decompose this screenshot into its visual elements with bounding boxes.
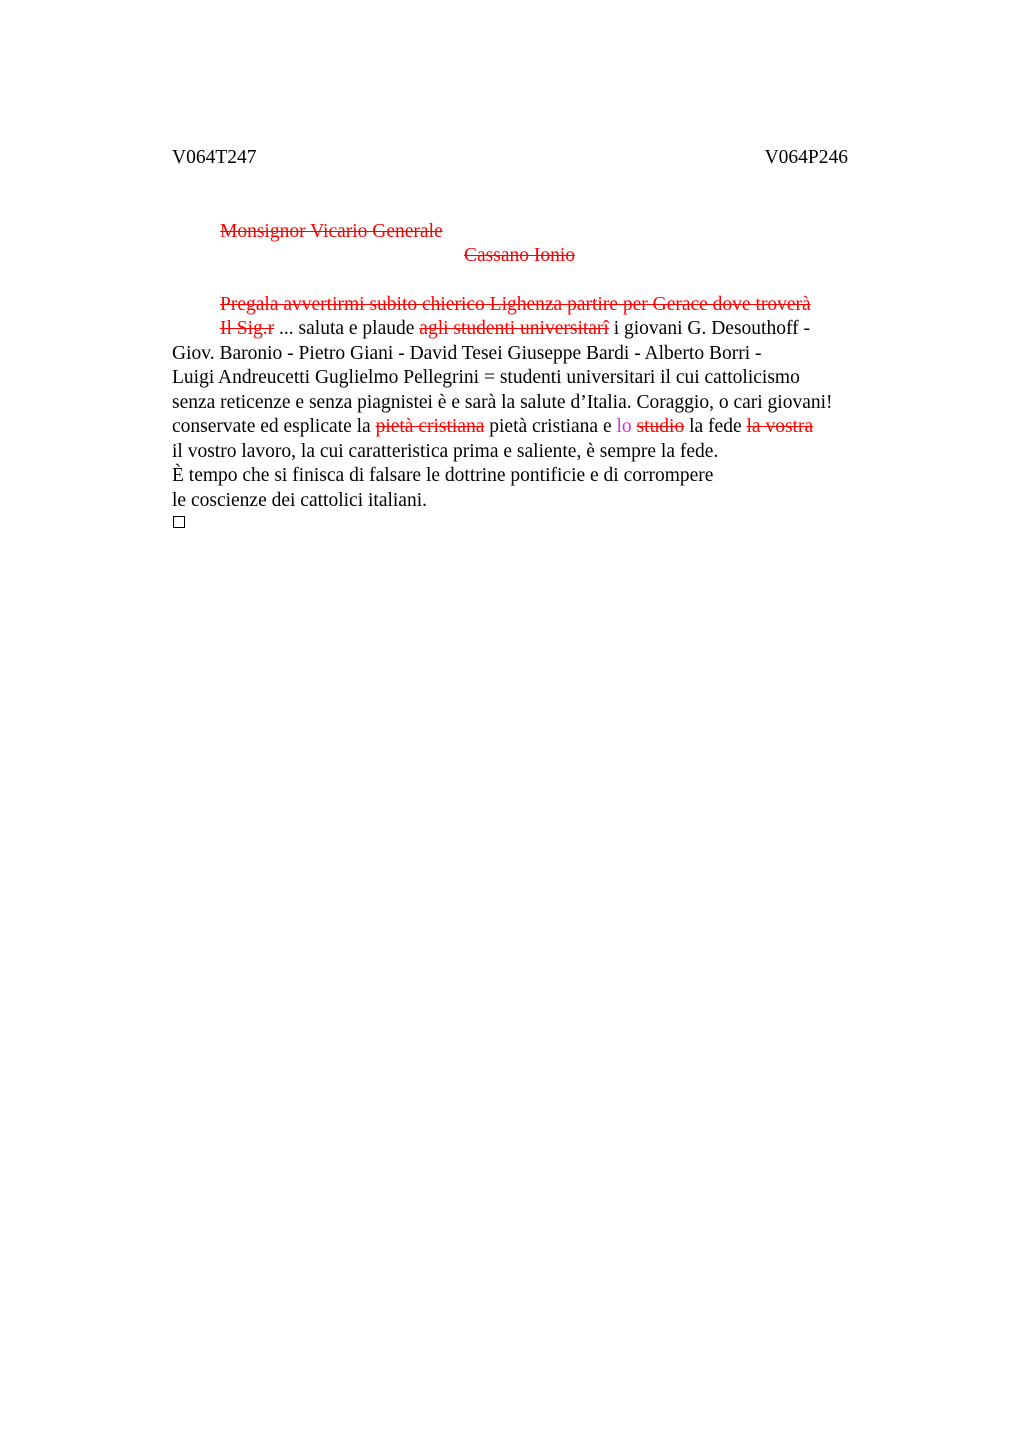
body-text: la fede <box>684 416 747 437</box>
body-text: ... saluta e plaude <box>274 318 420 339</box>
deleted-text: pietà cristiana <box>375 416 485 437</box>
body-line-6: il vostro lavoro, la cui caratteristica prima e saliente, è sempre la fede. <box>172 441 719 462</box>
deleted-text: la vostra <box>746 416 814 437</box>
body-line-5 <box>172 415 813 439</box>
right-code: V064P246 <box>764 147 848 168</box>
place-line <box>464 244 575 268</box>
telegram-deleted: Pregala avvertirmi subito chierico Lighenza partire per Gerace dove troverà <box>220 294 811 315</box>
left-code: V064T247 <box>172 147 257 168</box>
body-line-2: Giov. Baronio - Pietro Giani - David Tesei Giuseppe Bardi - Alberto Borri - <box>172 343 762 364</box>
telegram-line <box>220 293 811 317</box>
body-line-8: le coscienze dei cattolici italiani. <box>172 490 428 511</box>
body-text: conservate ed esplicate la <box>172 416 376 437</box>
body-line-4: senza reticenze e senza piagnistei è e sarà la salute d’Italia. Coraggio, o cari giovani! <box>172 392 833 413</box>
recipient-deleted: Monsignor Vicario Generale <box>220 221 443 242</box>
inserted-text: lo <box>616 416 632 437</box>
body-line-7: È tempo che si finisca di falsare le dottrine pontificie e di corrompere <box>172 465 714 486</box>
document-page <box>172 0 848 1450</box>
deleted-text: studio <box>636 416 685 437</box>
body-line-1 <box>220 317 810 341</box>
deleted-text: agli studenti universitarî <box>419 318 609 339</box>
deleted-text: Il Sig.r <box>220 318 275 339</box>
place-deleted: Cassano Ionio <box>464 245 576 266</box>
recipient-line <box>220 220 443 244</box>
body-text: pietà cristiana e <box>484 416 617 437</box>
body-text: i giovani G. Desouthoff - <box>608 318 810 339</box>
body-line-3: Luigi Andreucetti Guglielmo Pellegrini = studenti universitari il cui cattolicismo <box>172 367 800 388</box>
end-square-icon <box>173 516 185 528</box>
